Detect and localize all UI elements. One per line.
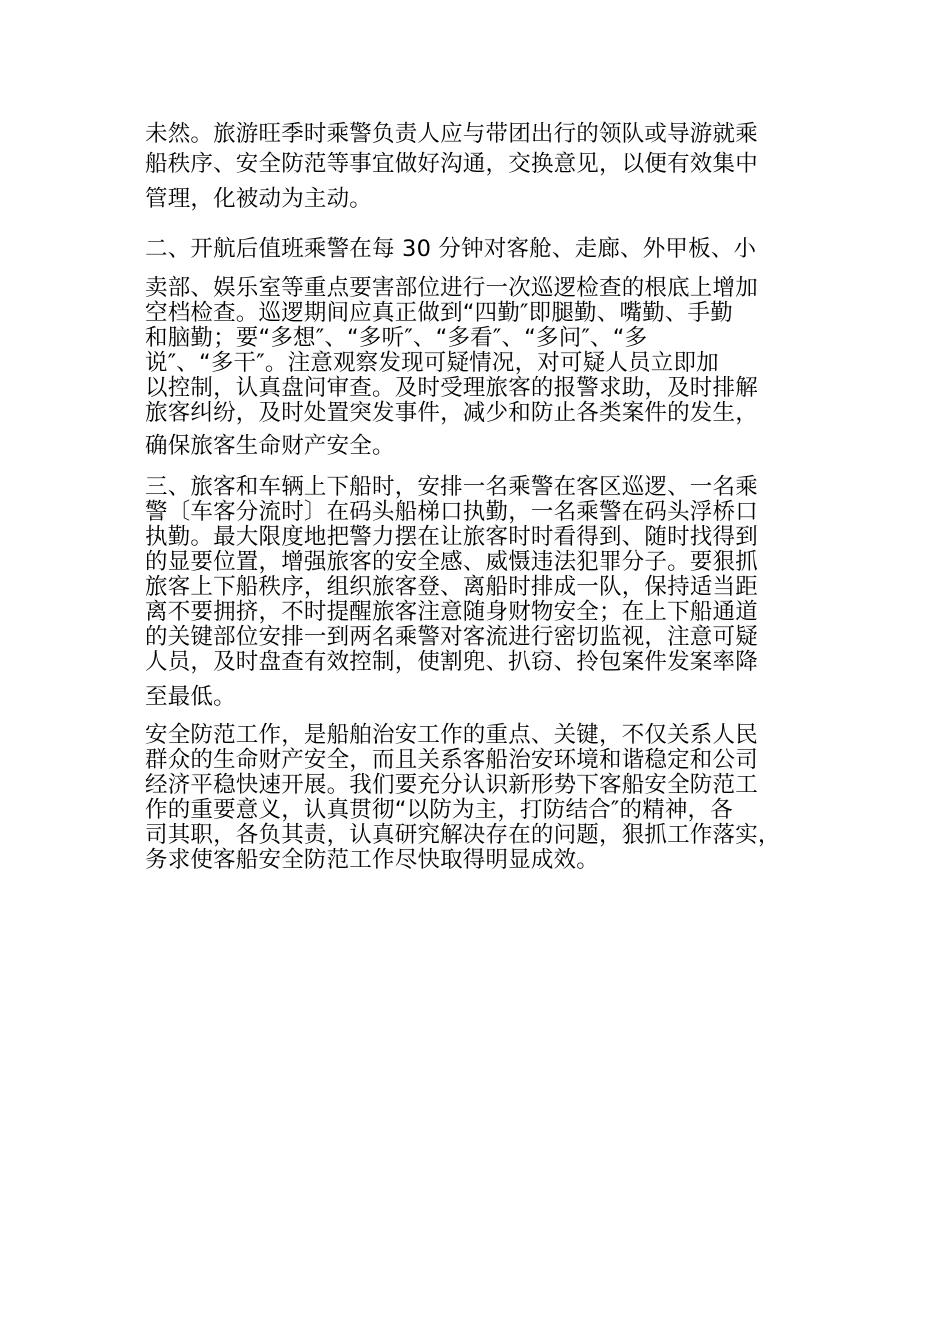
paragraph-3-line-6: 离不要拥挤，不时提醒旅客注意随身财物安全；在上下船通道 (145, 599, 758, 625)
paragraph-3-line-4: 的显要位置，增强旅客的安全感、威慑违法犯罪分子。要狠抓 (145, 549, 758, 575)
paragraph-2-line-1: 二、开航后值班乘警在每 30 分钟对客舱、走廊、外甲板、小 (145, 236, 757, 262)
paragraph-1-line-3: 管理，化被动为主动。 (145, 186, 373, 212)
paragraph-3-line-5: 旅客上下船秩序，组织旅客登、离船时排成一队，保持适当距 (145, 574, 758, 600)
paragraph-4-line-3: 经济平稳快速开展。我们要充分认识新形势下客船安全防范工 (145, 772, 758, 798)
paragraph-3-line-8: 人员，及时盘查有效控制，使割兜、扒窃、拎包案件发案率降 (145, 649, 758, 675)
paragraph-2-line-8: 确保旅客生命财产安全。 (145, 433, 395, 459)
paragraph-1-line-1: 未然。旅游旺季时乘警负责人应与带团出行的领队或导游就乘 (145, 121, 758, 147)
paragraph-2-line-6: 以控制，认真盘问审查。及时受理旅客的报警求助，及时排解 (145, 375, 758, 401)
paragraph-2-line-3: 空档检查。巡逻期间应真正做到“四勤″即腿勤、嘴勤、手勤 (145, 300, 733, 326)
paragraph-2-line-2: 卖部、娱乐室等重点要害部位进行一次巡逻检查的根底上增加 (145, 275, 758, 301)
paragraph-4-line-6: 务求使客船安全防范工作尽快取得明显成效。 (145, 847, 600, 873)
paragraph-2-line-7: 旅客纠纷，及时处置突发事件，减少和防止各类案件的发生， (145, 400, 758, 426)
paragraph-4-line-4: 作的重要意义，认真贯彻“以防为主，打防结合″的精神，各 (145, 797, 733, 823)
paragraph-4-line-5: 司其职，各负其责，认真研究解决存在的问题，狠抓工作落实， (145, 822, 781, 848)
paragraph-3-line-3: 执勤。最大限度地把警力摆在让旅客时时看得到、随时找得到 (145, 524, 758, 550)
paragraph-3-line-2: 警〔车客分流时〕在码头船梯口执勤，一名乘警在码头浮桥口 (145, 499, 758, 525)
paragraph-3-line-7: 的关键部位安排一到两名乘警对客流进行密切监视，注意可疑 (145, 624, 758, 650)
paragraph-2-line-5: 说″、“多干″。注意观察发现可疑情况，对可疑人员立即加 (145, 350, 719, 376)
paragraph-3-line-9: 至最低。 (145, 684, 236, 710)
paragraph-1-line-2: 船秩序、安全防范等事宜做好沟通，交换意见，以便有效集中 (145, 151, 758, 177)
paragraph-3-line-1: 三、旅客和车辆上下船时，安排一名乘警在客区巡逻、一名乘 (145, 474, 758, 500)
paragraph-4-line-1: 安全防范工作，是船舶治安工作的重点、关键，不仅关系人民 (145, 722, 758, 748)
paragraph-4-line-2: 群众的生命财产安全，而且关系客船治安环境和谐稳定和公司 (145, 747, 758, 773)
paragraph-2-line-4: 和脑勤；要“多想″、“多听″、“多看″、“多问″、“多 (145, 325, 648, 351)
